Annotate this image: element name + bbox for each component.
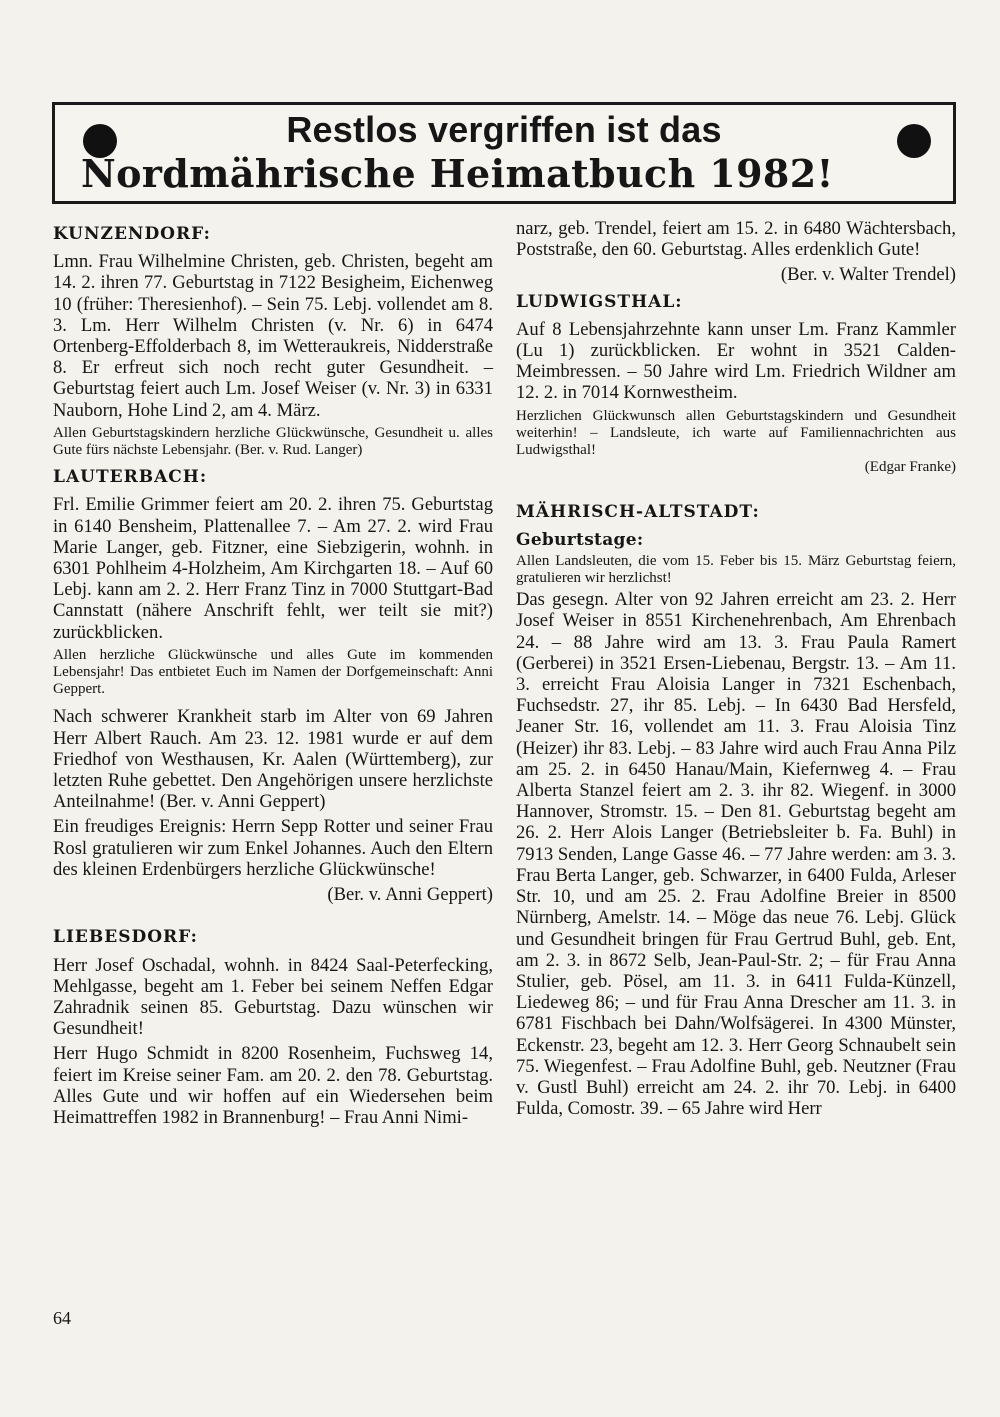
lauterbach-signature: (Ber. v. Anni Geppert) [327,884,493,906]
left-column [53,218,493,1132]
ludwigsthal-signature: (Edgar Franke) [864,459,956,476]
section-heading-maehrisch-altstadt: MÄHRISCH-ALTSTADT: [516,502,760,523]
ludwigsthal-greeting: Herzlichen Glückwunsch allen Geburtstagskindern und Gesundheit weiterhin! – Landsleute, ich warte auf Familiennachrichten aus Ludwigsthal! [516,407,956,459]
liebesdorf-text-2: Herr Hugo Schmidt in 8200 Rosenheim, Fuchsweg 14, feiert im Kreise seiner Fam. am 20. 2. den 78. Geburtstag. Alles Gute und wir hoffen auf ein Wiedersehen beim Heimattreffen 1982 in Brannenburg! – Frau Anni Nimi- [53,1043,493,1128]
kunzendorf-text: Lmn. Frau Wilhelmine Christen, geb. Christen, begeht am 14. 2. ihren 77. Geburtstag in 7122 Besigheim, Eichenweg 10 (früher: Theresienhof). – Sein 75. Lebj. vollendet am 8. 3. Lm. Herr Wilhelm Christen (v. Nr. 6) in 6474 Ortenberg-Effolderbach 8, im Wetteraukreis, Nidderstraße 8. Er erfreut sich noch recht guter Gesundheit. – Geburtstag feiert auch Lm. Josef Weiser (v. Nr. 3) in 6331 Nauborn, Hohe Lind 2, am 4. März. [53,251,493,421]
section-heading-lauterbach: LAUTERBACH: [53,467,208,488]
lauterbach-text: Frl. Emilie Grimmer feiert am 20. 2. ihren 75. Geburtstag in 6140 Bensheim, Plattenallee 7. – Am 27. 2. wird Frau Marie Langer, geb. Fitzner, eine Siebzigerin, wohnh. in 6301 Pohlheim 4-Holzheim, Am Kirchgarten 18. – Auf 60 Lebj. kann am 2. 2. Herr Franz Tinz in 7000 Stuttgart-Bad Cannstatt (nähere Anschrift fehlt, wer teilt sie mit?) zurückblicken. [53,494,493,643]
right-column [516,218,956,1123]
announcement-banner [52,102,956,204]
altstadt-greeting: Allen Landsleuten, die vom 15. Feber bis 15. März Geburtstag feiern, gratulieren wir herzlichst! [516,552,956,587]
lauterbach-event: Ein freudiges Ereignis: Herrn Sepp Rotter und seiner Frau Rosl gratulieren wir zum Enkel Johannes. Auch den Eltern des kleinen Erdenbürgers herzliche Glückwünsche! [53,816,493,880]
section-heading-liebesdorf: LIEBESDORF: [53,927,198,948]
section-heading-kunzendorf: KUNZENDORF: [53,224,211,244]
continued-signature: (Ber. v. Walter Trendel) [780,264,956,286]
liebesdorf-text: Herr Josef Oschadal, wohnh. in 8424 Saal-Peterfecking, Mehlgasse, begeht am 1. Feber bei seinem Neffen Edgar Zahradnik seinen 85. Geburtstag. Dazu wünschen wir Gesundheit! [53,954,493,1040]
section-heading-ludwigsthal: LUDWIGSTHAL: [516,291,683,312]
subheading-geburtstage: Geburtstage: [516,529,644,550]
altstadt-text: Das gesegn. Alter von 92 Jahren erreicht am 23. 2. Herr Josef Weiser in 8551 Kirchenehrenbach, Am Ehrenbach 24. – 88 Jahre wird am 13. 3. Frau Paula Ramert (Gerberei) in 3521 Ersen-Liebenau, Bergstr. 13. – Am 11. 3. erreicht Frau Aloisia Langer in 7321 Eschenbach, Fuchsedstr. 27, ihr 85. Lebj. – In 6430 Bad Hersfeld, Jeaner Str. 16, vollendet am 11. 3. Frau Aloisia Tinz (Heizer) ihr 83. Lebj. – 83 Jahre wird auch Frau Anna Pilz am 25. 2. in 6450 Hanau/Main, Kiefernweg 4. – Frau Alberta Stanzel feiert am 2. 3. ihr 82. Wiegenf. in 3000 Hannover, Stromstr. 15. – Den 81. Geburtstag begeht am 26. 2. Herr Alois Langer (Betriebsleiter b. Fa. Buhl) in 7913 Senden, Lange Gasse 46. – 77 Jahre werden: am 3. 3. Frau Berta Langer, geb. Schwarzer, in 6400 Fulda, Arleser Str. 10, und am 25. 2. Frau Adolfine Breier in 8500 Nürnberg, Amelstr. 14. – Möge das neue 76. Lebj. Glück und Gesundheit bringen für Frau Gertrud Buhl, geb. Ent, am 2. 3. in 8672 Selb, Jean-Paul-Str. 2; – für Frau Anna Stulier, geb. Pösel, am 11. 3. in 6411 Fulda-Künzell, Liedeweg 86; – und für Frau Anna Drescher am 11. 3. in 6781 Fischbach bei Dahn/Wolfsägerei. In 4300 Münster, Eckenstr. 23, begeht am 12. 3. Herr Georg Schnaubelt sein 75. Wiegenfest. – Frau Adolfine Buhl, geb. Neutzner (Frau v. Gustl Buhl) erreicht am 24. 2. ihr 70. Lebj. in 6400 Fulda, Comostr. 39. – 65 Jahre wird Herr [516,589,956,1120]
banner-line-2: Nordmährische Heimatbuch 1982! [81,151,834,196]
lauterbach-obituary: Nach schwerer Krankheit starb im Alter von 69 Jahren Herr Albert Rauch. Am 23. 12. 1981 wurde er auf dem Friedhof von Westhausen, Kr. Aalen (Württemberg), zur letzten Ruhe gebettet. Den Angehörigen unsere herzlichste Anteilnahme! (Ber. v. Anni Geppert) [53,706,493,813]
page-number: 64 [53,1308,71,1328]
banner-line-1: Restlos vergriffen ist das [286,109,722,150]
ludwigsthal-text: Auf 8 Lebensjahrzehnte kann unser Lm. Franz Kammler (Lu 1) zurückblicken. Er wohnt in 3521 Calden-Meimbressen. – 50 Jahre wird Lm. Friedrich Wildner am 12. 2. in 7014 Kornwestheim. [516,318,956,404]
lauterbach-greeting: Allen herzliche Glückwünsche und alles Gute im kommenden Lebensjahr! Das entbietet Euch im Namen der Dorfgemeinschaft: Anni Geppert. [53,646,493,698]
kunzendorf-greeting: Allen Geburtstagskindern herzliche Glückwünsche, Gesundheit u. alles Gute fürs nächste Lebensjahr. (Ber. v. Rud. Langer) [53,424,493,459]
continued-text: narz, geb. Trendel, feiert am 15. 2. in 6480 Wächtersbach, Poststraße, den 60. Geburtstag. Alles erdenklich Gute! [516,218,956,261]
